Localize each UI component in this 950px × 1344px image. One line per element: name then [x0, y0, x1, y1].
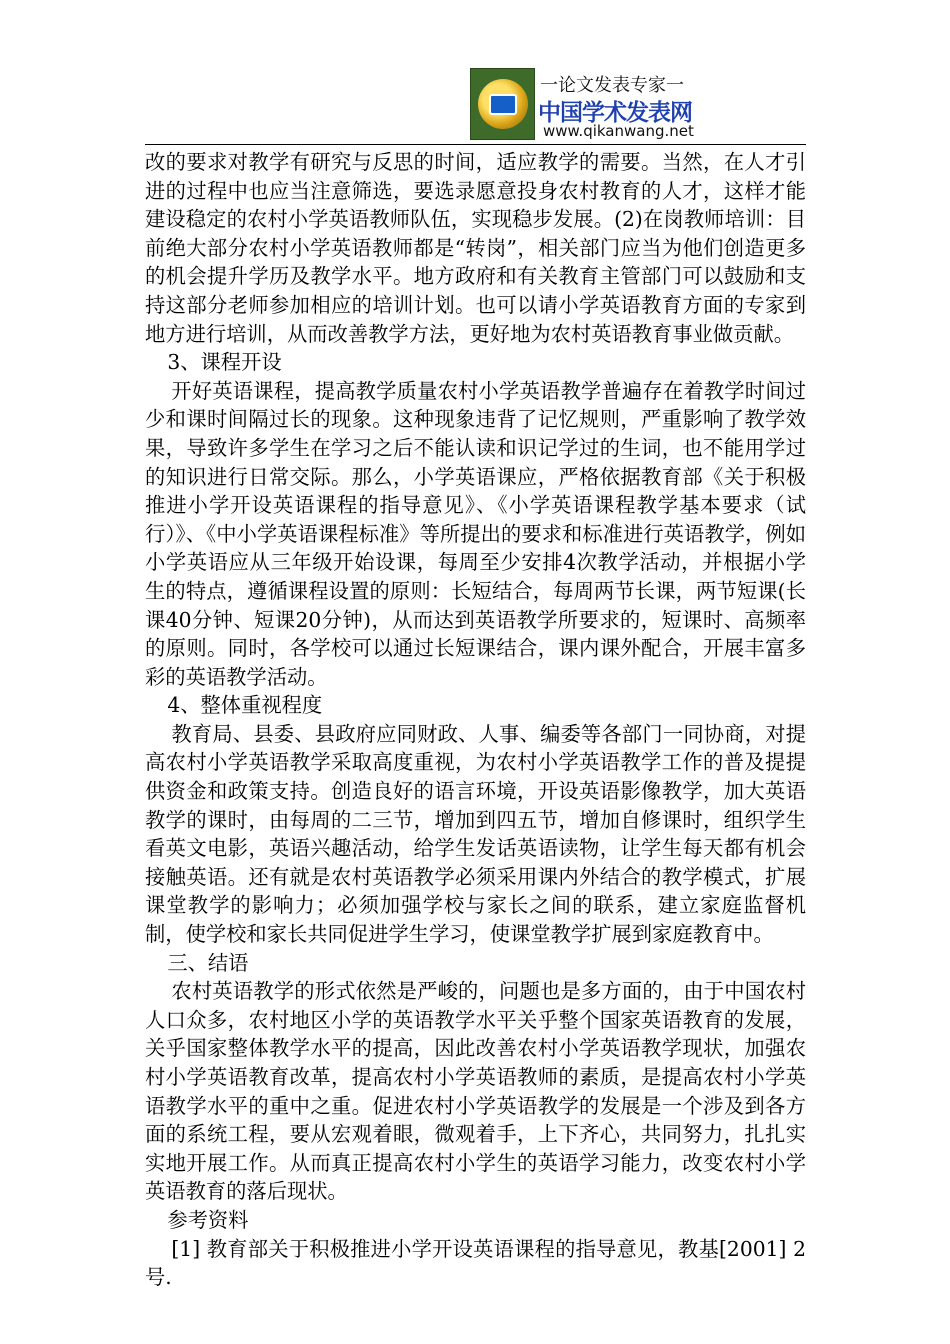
- paragraph: 农村英语教学的形式依然是严峻的，问题也是多方面的，由于中国农村人口众多，农村地区小学的英语教学水平关乎整个国家英语教育的发展，关乎国家整体教学水平的提高，因此改善农村小学英语教学现状，加强农村小学英语教育改革，提高农村小学英语教师的素质，是提高农村小学英语教学水平的重中之重。促进农村小学英语教学的发展是一个涉及到各方面的系统工程，要从宏观着眼，微观着手，上下齐心，共同努力，扎扎实实地开展工作。从而真正提高农村小学生的英语学习能力，改变农村小学英语教育的落后现状。: [145, 979, 806, 1204]
- globe-icon: [478, 79, 528, 129]
- section-heading: 3、课程开设: [167, 350, 282, 375]
- paragraph: 开好英语课程，提高教学质量农村小学英语教学普遍存在着教学时间过少和课时间隔过长的现象。这种现象违背了记忆规则，严重影响了教学效果，导致许多学生在学习之后不能认读和识记学过的生词，也不能用学过的知识进行日常交际。那么，小学英语课应，严格依据教育部《关于积极推进小学开设英语课程的指导意见》、《小学英语课程教学基本要求（试行）》、《中小学英语课程标准》等所提出的要求和标准进行英语教学，例如小学英语应从三年级开始设课，每周至少安排4次教学活动，并根据小学生的特点，遵循课程设置的原则：长短结合，每周两节长课，两节短课(长课40分钟、短课20分钟)，从而达到英语教学所要求的，短课时、高频率的原则。同时，各学校可以通过长短课结合，课内课外配合，开展丰富多彩的英语教学活动。: [145, 378, 806, 689]
- section-heading: 三、结语: [167, 950, 249, 975]
- reference-item: [1] 教育部关于积极推进小学开设英语课程的指导意见，教基[2001] 2号.: [145, 1236, 806, 1290]
- logo-site-name: 中国学术发表网: [538, 100, 692, 126]
- paragraph: 教育局、县委、县政府应同财政、人事、编委等各部门一同协商，对提高农村小学英语教学采取高度重视，为农村小学英语教学工作的普及提提供资金和政策支持。创造良好的语言环境，开设英语影像教学，加大英语教学的课时，由每周的二三节，增加到四五节，增加自修课时，组织学生看英文电影，英语兴趣活动，给学生发话英语读物，让学生每天都有机会接触英语。还有就是农村英语教学必须采用课内外结合的教学模式，扩展课堂教学的影响力；必须加强学校与家长之间的联系，建立家庭监督机制，使学校和家长共同促进学生学习，使课堂教学扩展到家庭教育中。: [145, 721, 806, 947]
- document-body: [145, 148, 806, 1292]
- logo-emblem: [470, 68, 535, 140]
- header-divider: [145, 144, 806, 145]
- book-icon: [489, 94, 517, 115]
- logo-url: www.qikanwang.net: [543, 122, 694, 140]
- section-heading: 4、整体重视程度: [167, 693, 323, 718]
- section-heading: 参考资料: [167, 1207, 249, 1232]
- site-logo-header: [470, 68, 698, 142]
- paragraph: 改的要求对教学有研究与反思的时间，适应教学的需要。当然，在人才引进的过程中也应当注意筛选，要选录愿意投身农村教育的人才，这样才能建设稳定的农村小学英语教师队伍，实现稳步发展。(2)在岗教师培训：目前绝大部分农村小学英语教师都是“转岗”，相关部门应当为他们创造更多的机会提升学历及教学水平。地方政府和有关教育主管部门可以鼓励和支持这部分老师参加相应的培训计划。也可以请小学英语教育方面的专家到地方进行培训，从而改善教学方法，更好地为农村英语教育事业做贡献。: [145, 150, 806, 346]
- logo-tagline: 一论文发表专家一: [540, 75, 684, 96]
